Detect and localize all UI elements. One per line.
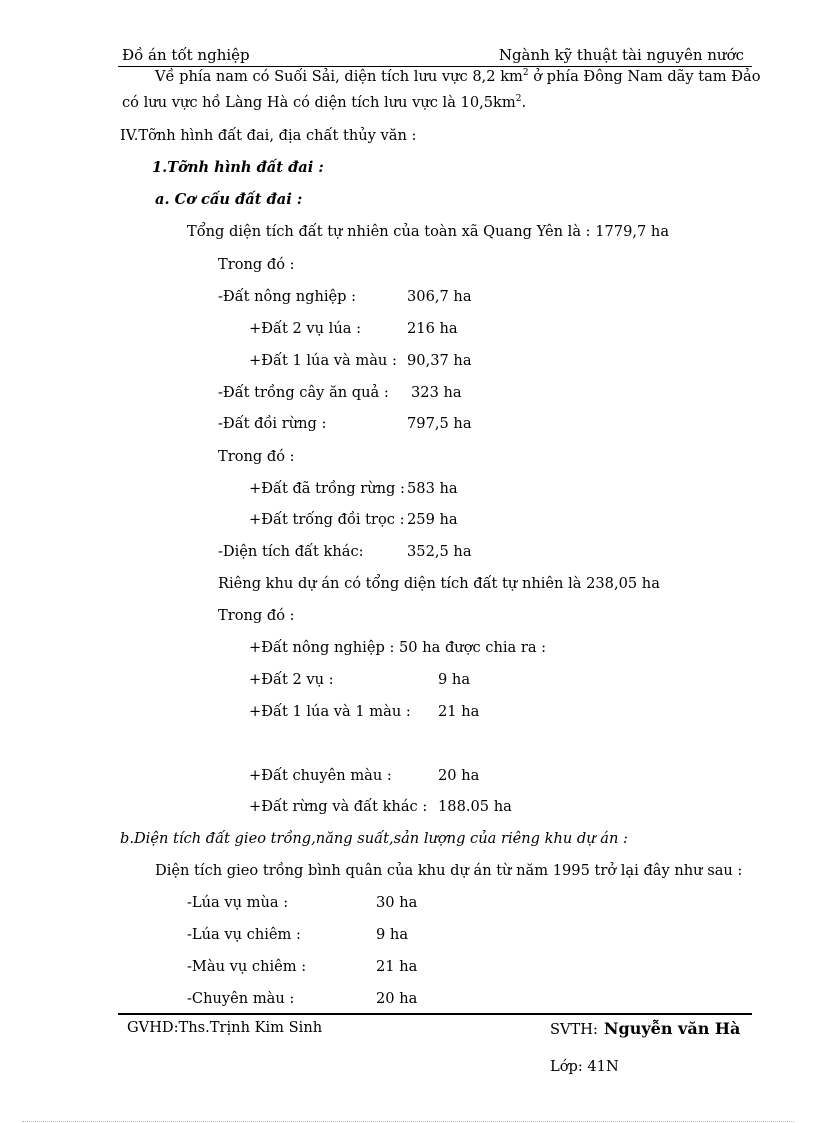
- list-item-label: -Đất trồng cây ăn quả :: [218, 384, 389, 401]
- list-item-value: 20 ha: [376, 990, 418, 1007]
- trong-do-label: Trong đó :: [218, 448, 295, 465]
- list-item-label: +Đất 2 vụ lúa :: [249, 320, 361, 337]
- list-item-value: 797,5 ha: [407, 415, 472, 432]
- list-item-value: 20 ha: [438, 767, 480, 784]
- list-item-label: -Màu vụ chiêm :: [187, 958, 307, 975]
- list-item-value: 259 ha: [407, 511, 458, 528]
- footer-supervisor: GVHD:Ths.Trịnh Kim Sinh: [127, 1019, 323, 1036]
- project-agri-line: +Đất nông nghiệp : 50 ha được chia ra :: [249, 639, 547, 656]
- intro-line-2: có lưu vực hồ Làng Hà có diện tích lưu vực là $10,5km^2$.: [122, 94, 527, 111]
- list-item-label: -Lúa vụ chiêm :: [187, 926, 301, 943]
- list-item-value: 21 ha: [438, 703, 480, 720]
- subsection-title-1a: a. Cơ cấu đất đai :: [155, 191, 303, 208]
- trong-do-label: Trong đó :: [218, 256, 295, 273]
- list-item-label: +Đất rừng và đất khác :: [249, 798, 428, 815]
- header-rule: [118, 66, 752, 67]
- list-item-label: -Diện tích đất khác:: [218, 543, 364, 560]
- list-item-value: 188.05 ha: [438, 798, 512, 815]
- footer-class: Lớp: 41N: [550, 1058, 619, 1075]
- list-item-value: 352,5 ha: [407, 543, 472, 560]
- list-item-label: +Đất đã trồng rừng :: [249, 480, 405, 497]
- header-left: Đồ án tốt nghiệp: [122, 46, 250, 64]
- intro-line-1: Về phía nam có Suối Sải, diện tích lưu vực 8,2 $km^2$ ở phía Đông Nam dãy tam Đảo: [155, 68, 761, 85]
- list-item-value: 21 ha: [376, 958, 418, 975]
- list-item-value: 9 ha: [376, 926, 409, 943]
- trong-do-label: Trong đó :: [218, 607, 295, 624]
- list-item-value: 9 ha: [438, 671, 471, 688]
- footer-student-label: SVTH:: [550, 1021, 598, 1038]
- list-item-label: -Lúa vụ mùa :: [187, 894, 289, 911]
- list-item-value: 583 ha: [407, 480, 458, 497]
- list-item-label: +Đất 2 vụ :: [249, 671, 334, 688]
- project-total-line: Riêng khu dự án có tổng diện tích đất tự nhiên là 238,05 ha: [218, 575, 660, 592]
- list-item-label: -Chuyên màu :: [187, 990, 295, 1007]
- list-item-label: -Đất đồi rừng :: [218, 415, 327, 432]
- list-item-value: 306,7 ha: [407, 288, 472, 305]
- page-bottom-divider: [22, 1121, 794, 1122]
- footer-rule: [118, 1013, 752, 1015]
- list-item-label: +Đất 1 lúa và 1 màu :: [249, 703, 411, 720]
- total-area-line: Tổng diện tích đất tự nhiên của toàn xã Quang Yên là : 1779,7 ha: [187, 223, 670, 240]
- list-item-label: +Đất chuyên màu :: [249, 767, 392, 784]
- subsection-title-b: b.Diện tích đất gieo trồng,năng suất,sản lượng của riêng khu dự án :: [120, 830, 628, 847]
- section-title: IV.Tỡnh hình đất đai, địa chất thủy văn :: [120, 127, 417, 144]
- list-item-label: +Đất 1 lúa và màu :: [249, 352, 397, 369]
- list-item-value: 30 ha: [376, 894, 418, 911]
- list-item-value: 216 ha: [407, 320, 458, 337]
- list-item-label: -Đất nông nghiệp :: [218, 288, 357, 305]
- footer-student-name: Nguyễn văn Hà: [603, 1019, 741, 1038]
- list-item-value: 90,37 ha: [407, 352, 472, 369]
- list-item-value: 323 ha: [411, 384, 462, 401]
- section-b-intro: Diện tích gieo trồng bình quân của khu dự án từ năm 1995 trở lại đây như sau :: [155, 862, 743, 879]
- footer-student: [550, 1019, 740, 1038]
- header-right: Ngành kỹ thuật tài nguyên nước: [498, 46, 744, 64]
- list-item-label: +Đất trống đồi trọc :: [249, 511, 405, 528]
- subsection-title-1: 1.Tỡnh hình đất đai :: [152, 159, 324, 176]
